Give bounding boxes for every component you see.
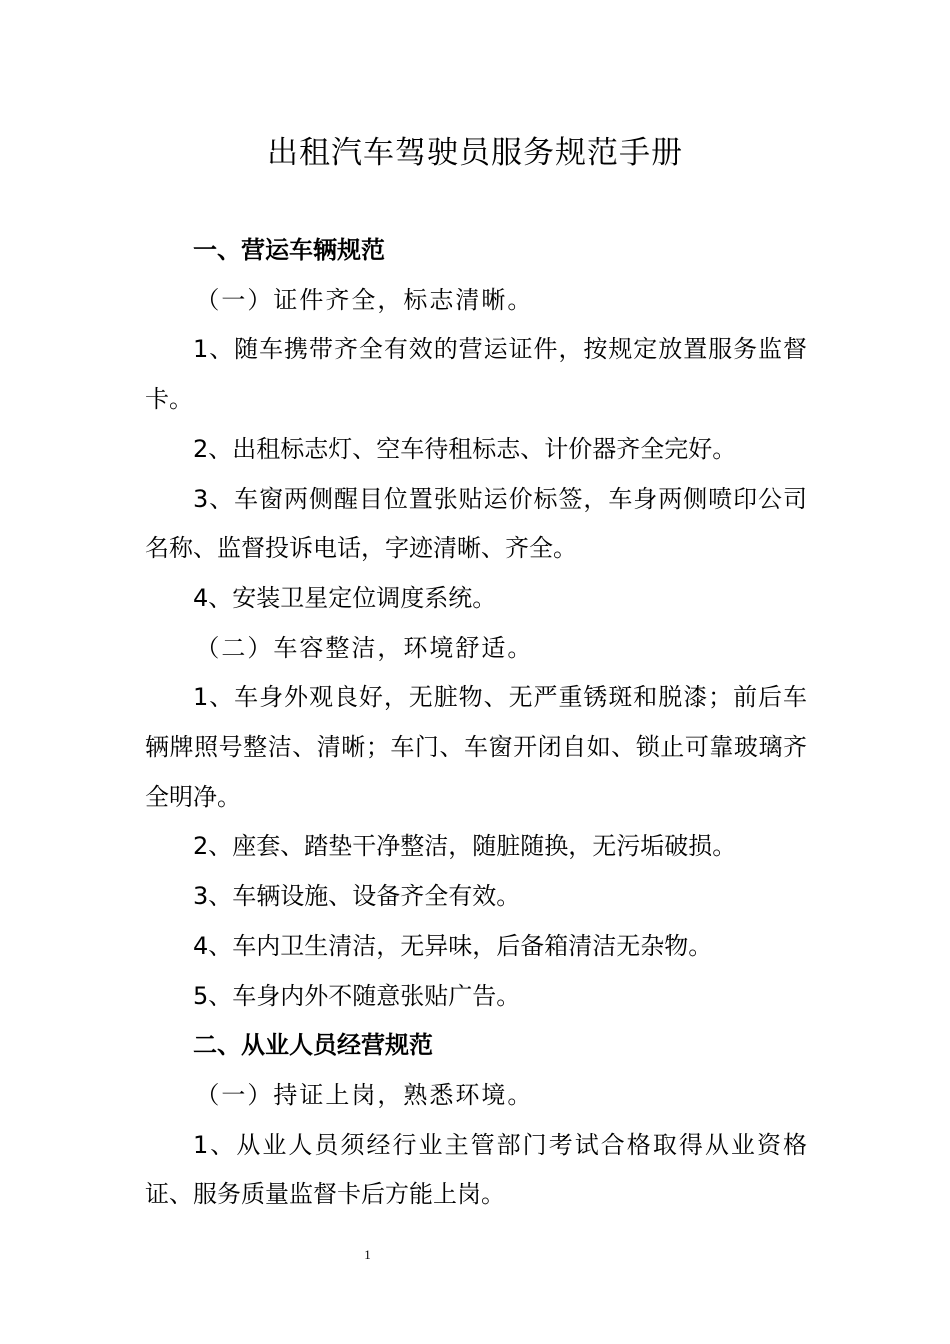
section-heading-1: 一、营运车辆规范 [193, 236, 385, 264]
paragraph: 5、车身内外不随意张贴广告。 [193, 981, 521, 1010]
paragraph: 2、座套、踏垫干净整洁，随脏随换，无污垢破损。 [193, 832, 737, 861]
paragraph: 2、出租标志灯、空车待租标志、计价器齐全完好。 [193, 434, 737, 463]
paragraph: 3、车窗两侧醒目位置张贴运价标签，车身两侧喷印公司名称、监督投诉电话，字迹清晰、齐全。 [145, 484, 807, 563]
subsection-heading-1-1: （一）证件齐全，标志清晰。 [195, 285, 534, 314]
paragraph: 1、从业人员须经行业主管部门考试合格取得从业资格证、服务质量监督卡后方能上岗。 [145, 1130, 807, 1209]
paragraph: 1、车身外观良好，无脏物、无严重锈斑和脱漆；前后车辆牌照号整洁、清晰；车门、车窗开闭自如、锁止可靠玻璃齐全明净。 [145, 683, 807, 811]
subsection-heading-1-2: （二）车容整洁，环境舒适。 [195, 633, 534, 662]
subsection-heading-2-1: （一）持证上岗，熟悉环境。 [195, 1080, 534, 1109]
paragraph: 1、随车携带齐全有效的营运证件，按规定放置服务监督卡。 [145, 335, 807, 414]
document-body [145, 226, 807, 1220]
page-number: 1 [364, 1247, 371, 1262]
section-heading-2: 二、从业人员经营规范 [193, 1031, 433, 1060]
paragraph: 4、安装卫星定位调度系统。 [193, 583, 497, 612]
paragraph: 3、车辆设施、设备齐全有效。 [193, 882, 521, 911]
paragraph: 4、车内卫生清洁，无异味，后备箱清洁无杂物。 [193, 931, 713, 960]
document-title: 出租汽车驾驶员服务规范手册 [267, 135, 683, 171]
